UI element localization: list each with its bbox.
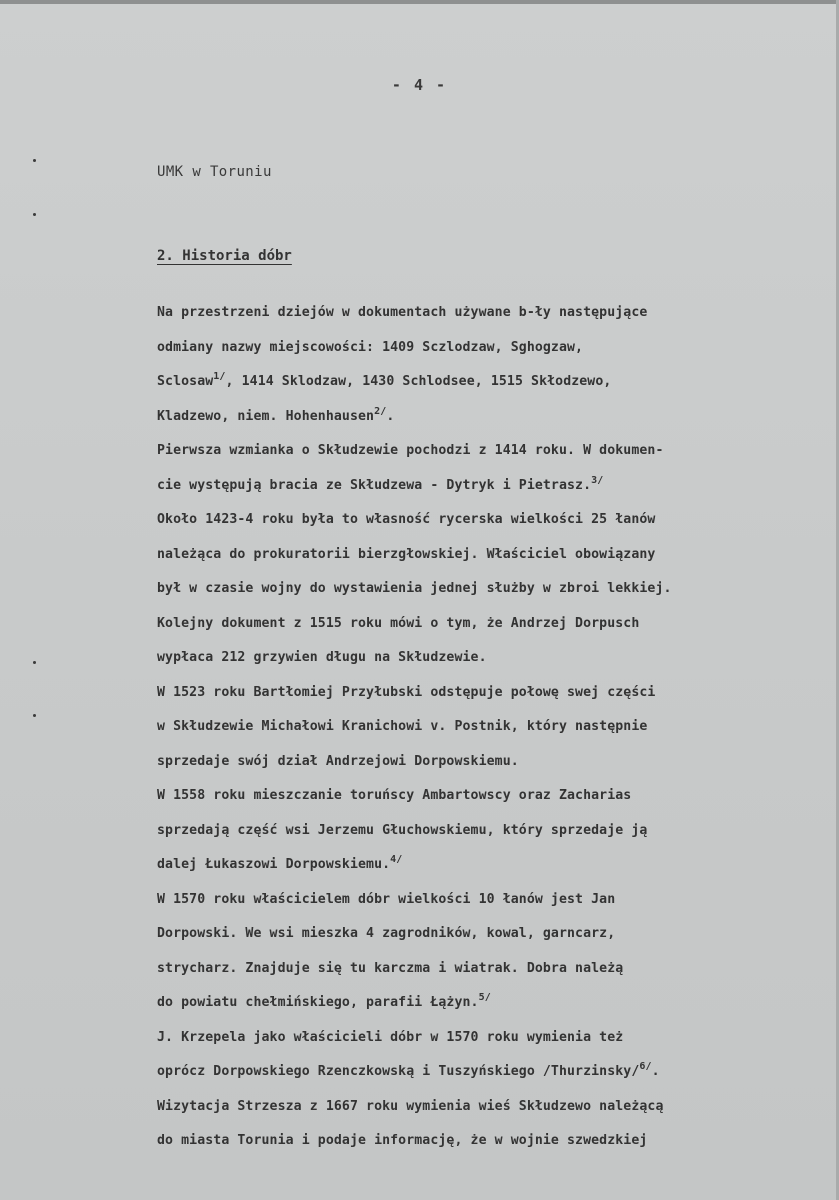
line-text: strycharz. Znajduje się tu karczma i wiatrak. Dobra należą	[157, 960, 624, 976]
line-text: należąca do prokuratorii bierzgłowskiej. Właściciel obowiązany	[157, 546, 656, 562]
text-line	[157, 572, 837, 607]
line-text: Kladzewo, niem. Hohenhausen	[157, 408, 375, 424]
text-line	[157, 469, 837, 504]
footnote-reference: 3/	[591, 474, 604, 486]
text-line	[157, 400, 837, 435]
page-number: - 4 -	[391, 76, 448, 94]
text-line	[157, 503, 837, 538]
text-line	[157, 952, 837, 987]
text-line	[157, 1021, 837, 1056]
line-text: dalej Łukaszowi Dorpowskiemu.	[157, 857, 391, 872]
line-text: sprzedają część wsi Jerzemu Głuchowskiemu, który sprzedaje ją	[157, 822, 648, 838]
line-text: odmiany nazwy miejscowości: 1409 Sczlodzaw, Sghogzaw,	[157, 339, 584, 355]
text-line	[157, 848, 837, 883]
line-text: W 1558 roku mieszczanie toruńscy Ambartowscy oraz Zacharias	[157, 788, 632, 803]
text-line	[157, 365, 837, 400]
text-line	[157, 607, 837, 642]
line-text: W 1570 roku właścicielem dóbr wielkości 10 łanów jest Jan	[157, 891, 616, 907]
line-text: Wizytacja Strzesza z 1667 roku wymienia wieś Skłudzewo należącą	[157, 1098, 664, 1114]
footnote-reference: 6/	[639, 1061, 652, 1072]
page-top-edge	[0, 0, 839, 4]
line-text: Sclosaw	[157, 374, 214, 389]
text-line	[157, 1124, 837, 1159]
line-text: J. Krzepela jako właścicieli dóbr w 1570 roku wymienia też	[157, 1029, 624, 1045]
line-text: sprzedaje swój dział Andrzejowi Dorpowskiemu.	[157, 753, 519, 769]
line-text-continuation: .	[386, 408, 395, 424]
line-text: Dorpowski. We wsi mieszka 4 zagrodników, kowal, garncarz,	[157, 926, 616, 941]
section-title: 2. Historia dóbr	[157, 248, 292, 264]
line-text: wypłaca 212 grzywien długu na Skłudzewie.	[157, 650, 487, 665]
text-line	[157, 538, 837, 573]
line-text: W 1523 roku Bartłomiej Przyłubski odstępuje połowę swej części	[157, 684, 656, 700]
text-line	[157, 779, 837, 814]
text-line	[157, 986, 837, 1021]
text-line	[157, 296, 837, 331]
line-text-continuation: .	[651, 1064, 660, 1079]
footnote-reference: 1/	[213, 371, 226, 382]
text-line	[157, 814, 837, 849]
line-text: cie występują bracia ze Skłudzewa - Dytryk i Pietrasz.	[157, 477, 592, 493]
footnote-reference: 5/	[478, 992, 491, 1003]
punch-hole-mark	[33, 714, 36, 717]
line-text: w Skłudzewie Michałowi Kranichowi v. Postnik, który następnie	[157, 719, 648, 734]
line-text: do miasta Torunia i podaje informację, że w wojnie szwedzkiej	[157, 1133, 648, 1148]
body-text	[157, 296, 837, 1159]
line-text: Kolejny dokument z 1515 roku mówi o tym, że Andrzej Dorpusch	[157, 615, 640, 631]
line-text: Pierwsza wzmianka o Skłudzewie pochodzi z 1414 roku. W dokumen-	[157, 443, 664, 458]
line-text: Około 1423-4 roku była to własność rycerska wielkości 25 łanów	[157, 512, 656, 527]
institution-header: UMK w Toruniu	[157, 164, 272, 180]
footnote-reference: 4/	[390, 854, 403, 865]
text-line	[157, 1055, 837, 1090]
punch-hole-mark	[33, 661, 36, 664]
text-line	[157, 641, 837, 676]
line-text-continuation: , 1414 Sklodzaw, 1430 Schlodsee, 1515 Skłodzewo,	[225, 374, 612, 389]
footnote-reference: 2/	[374, 405, 387, 417]
text-line	[157, 710, 837, 745]
line-text: do powiatu chełmińskiego, parafii Łążyn.	[157, 995, 479, 1010]
punch-hole-mark	[33, 213, 36, 216]
text-line	[157, 434, 837, 469]
line-text: Na przestrzeni dziejów w dokumentach używane b-ły następujące	[157, 305, 648, 320]
punch-hole-mark	[33, 159, 36, 162]
line-text: oprócz Dorpowskiego Rzenczkowską i Tuszyńskiego /Thurzinsky/	[157, 1064, 640, 1079]
text-line	[157, 1090, 837, 1125]
text-line	[157, 745, 837, 780]
text-line	[157, 917, 837, 952]
text-line	[157, 331, 837, 366]
text-line	[157, 883, 837, 918]
text-line	[157, 676, 837, 711]
line-text: był w czasie wojny do wystawienia jednej służby w zbroi lekkiej.	[157, 581, 672, 596]
